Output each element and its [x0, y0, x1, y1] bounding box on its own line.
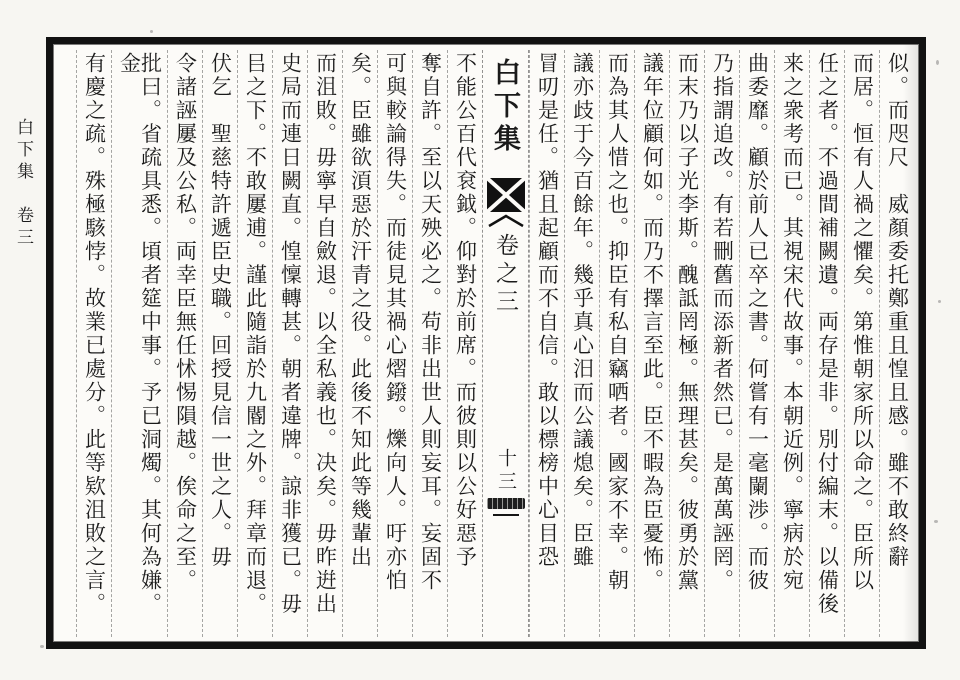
text-column: 議年位顧何如。而乃不擇言至此。臣不暇為臣憂怖。	[634, 50, 669, 637]
text-column: 不能公百代袞鉞。仰對於前席。而彼則以公好惡予	[447, 50, 482, 637]
text-column: 而沮敗。毋寧早自斂退。以全私義也。决矣。毋昨逬出	[307, 50, 342, 637]
text-column: 伏乞 聖慈特許遞臣史職。回授見信一世之人。毋	[202, 50, 237, 637]
text-column: 㠯之下。不敢屢逋。謹此隨詣於九閽之外。拜章而退。	[237, 50, 272, 637]
text-column: 曲委靡。顧於前人已卒之書。何嘗有一毫闌渉。而彼	[739, 50, 774, 637]
text-column: 来之衆考而已。其視宋代故事。本朝近例。寧病於宛	[774, 50, 809, 637]
page-frame	[46, 37, 926, 649]
spine-book-title: 白下集	[490, 58, 520, 157]
scan-speck	[934, 520, 938, 523]
text-column: 任之者。不過間補闕遺。両存是非。別付編末。以備後	[809, 50, 844, 637]
margin-volume-label: 白下集 卷三	[14, 118, 33, 250]
text-column: 而為其人惜之也。抑臣有私自竊哂者。國家不幸。朝	[599, 50, 634, 637]
text-area	[58, 50, 914, 637]
text-column: 有慶之疏。殊極駭悖。故業已處分。此等欵沮敗之言。	[76, 50, 111, 637]
text-column: 似。而咫尺 威顏委托鄭重且惶且感。雖不敢終辭	[879, 50, 914, 637]
scan-speck	[936, 60, 939, 65]
text-column: 而末乃以子光李斯。醜詆罔極。無理甚矣。彼勇於黨	[669, 50, 704, 637]
fishtail-ornament-icon	[486, 178, 526, 235]
text-column: 矣。臣雖欲湏惡於汗青之役。此後不知此等幾輩出	[342, 50, 377, 637]
text-column: 批曰。省疏具悉。頃者筵中事。予已洞燭。其何為嫌。金	[111, 50, 167, 637]
text-column: 奪自許。至以天殃必之。苟非出世人則妄耳。妄固不	[412, 50, 447, 637]
spine-rule	[493, 514, 519, 516]
spine-chapter-label: 卷之三	[493, 233, 518, 317]
text-column: 令諸誣屢及公私。両幸臣無任怵惕隕越。俟命之至。	[167, 50, 202, 637]
text-column: 乃指謂追改。有若刪舊而添新者然已。是萬萬誣罔。	[704, 50, 739, 637]
text-column: 冒叨是任。猶且起顧而不自信。敢以標榜中心目恐	[529, 50, 564, 637]
text-column: 可與較論得失。而徒見其禍心熠鏺。爍向人。吁亦怕	[377, 50, 412, 637]
text-column: 而居。恒有人禍之懼矣。第惟朝家所以命之。臣所以	[844, 50, 879, 637]
spine-page-number: 十三	[495, 448, 516, 494]
scan-speck	[150, 30, 153, 33]
scan-speck	[938, 300, 941, 303]
scan-speck	[40, 645, 44, 648]
collation-ink-mark-icon	[487, 498, 525, 509]
spine-column	[482, 50, 529, 637]
text-column: 議亦歧于今百餘年。幾乎真心汨而公議熄矣。臣雖	[564, 50, 599, 637]
text-column: 史局而連日闕直。惶懍轉甚。朝者違牌。諒非獲已。毋	[272, 50, 307, 637]
